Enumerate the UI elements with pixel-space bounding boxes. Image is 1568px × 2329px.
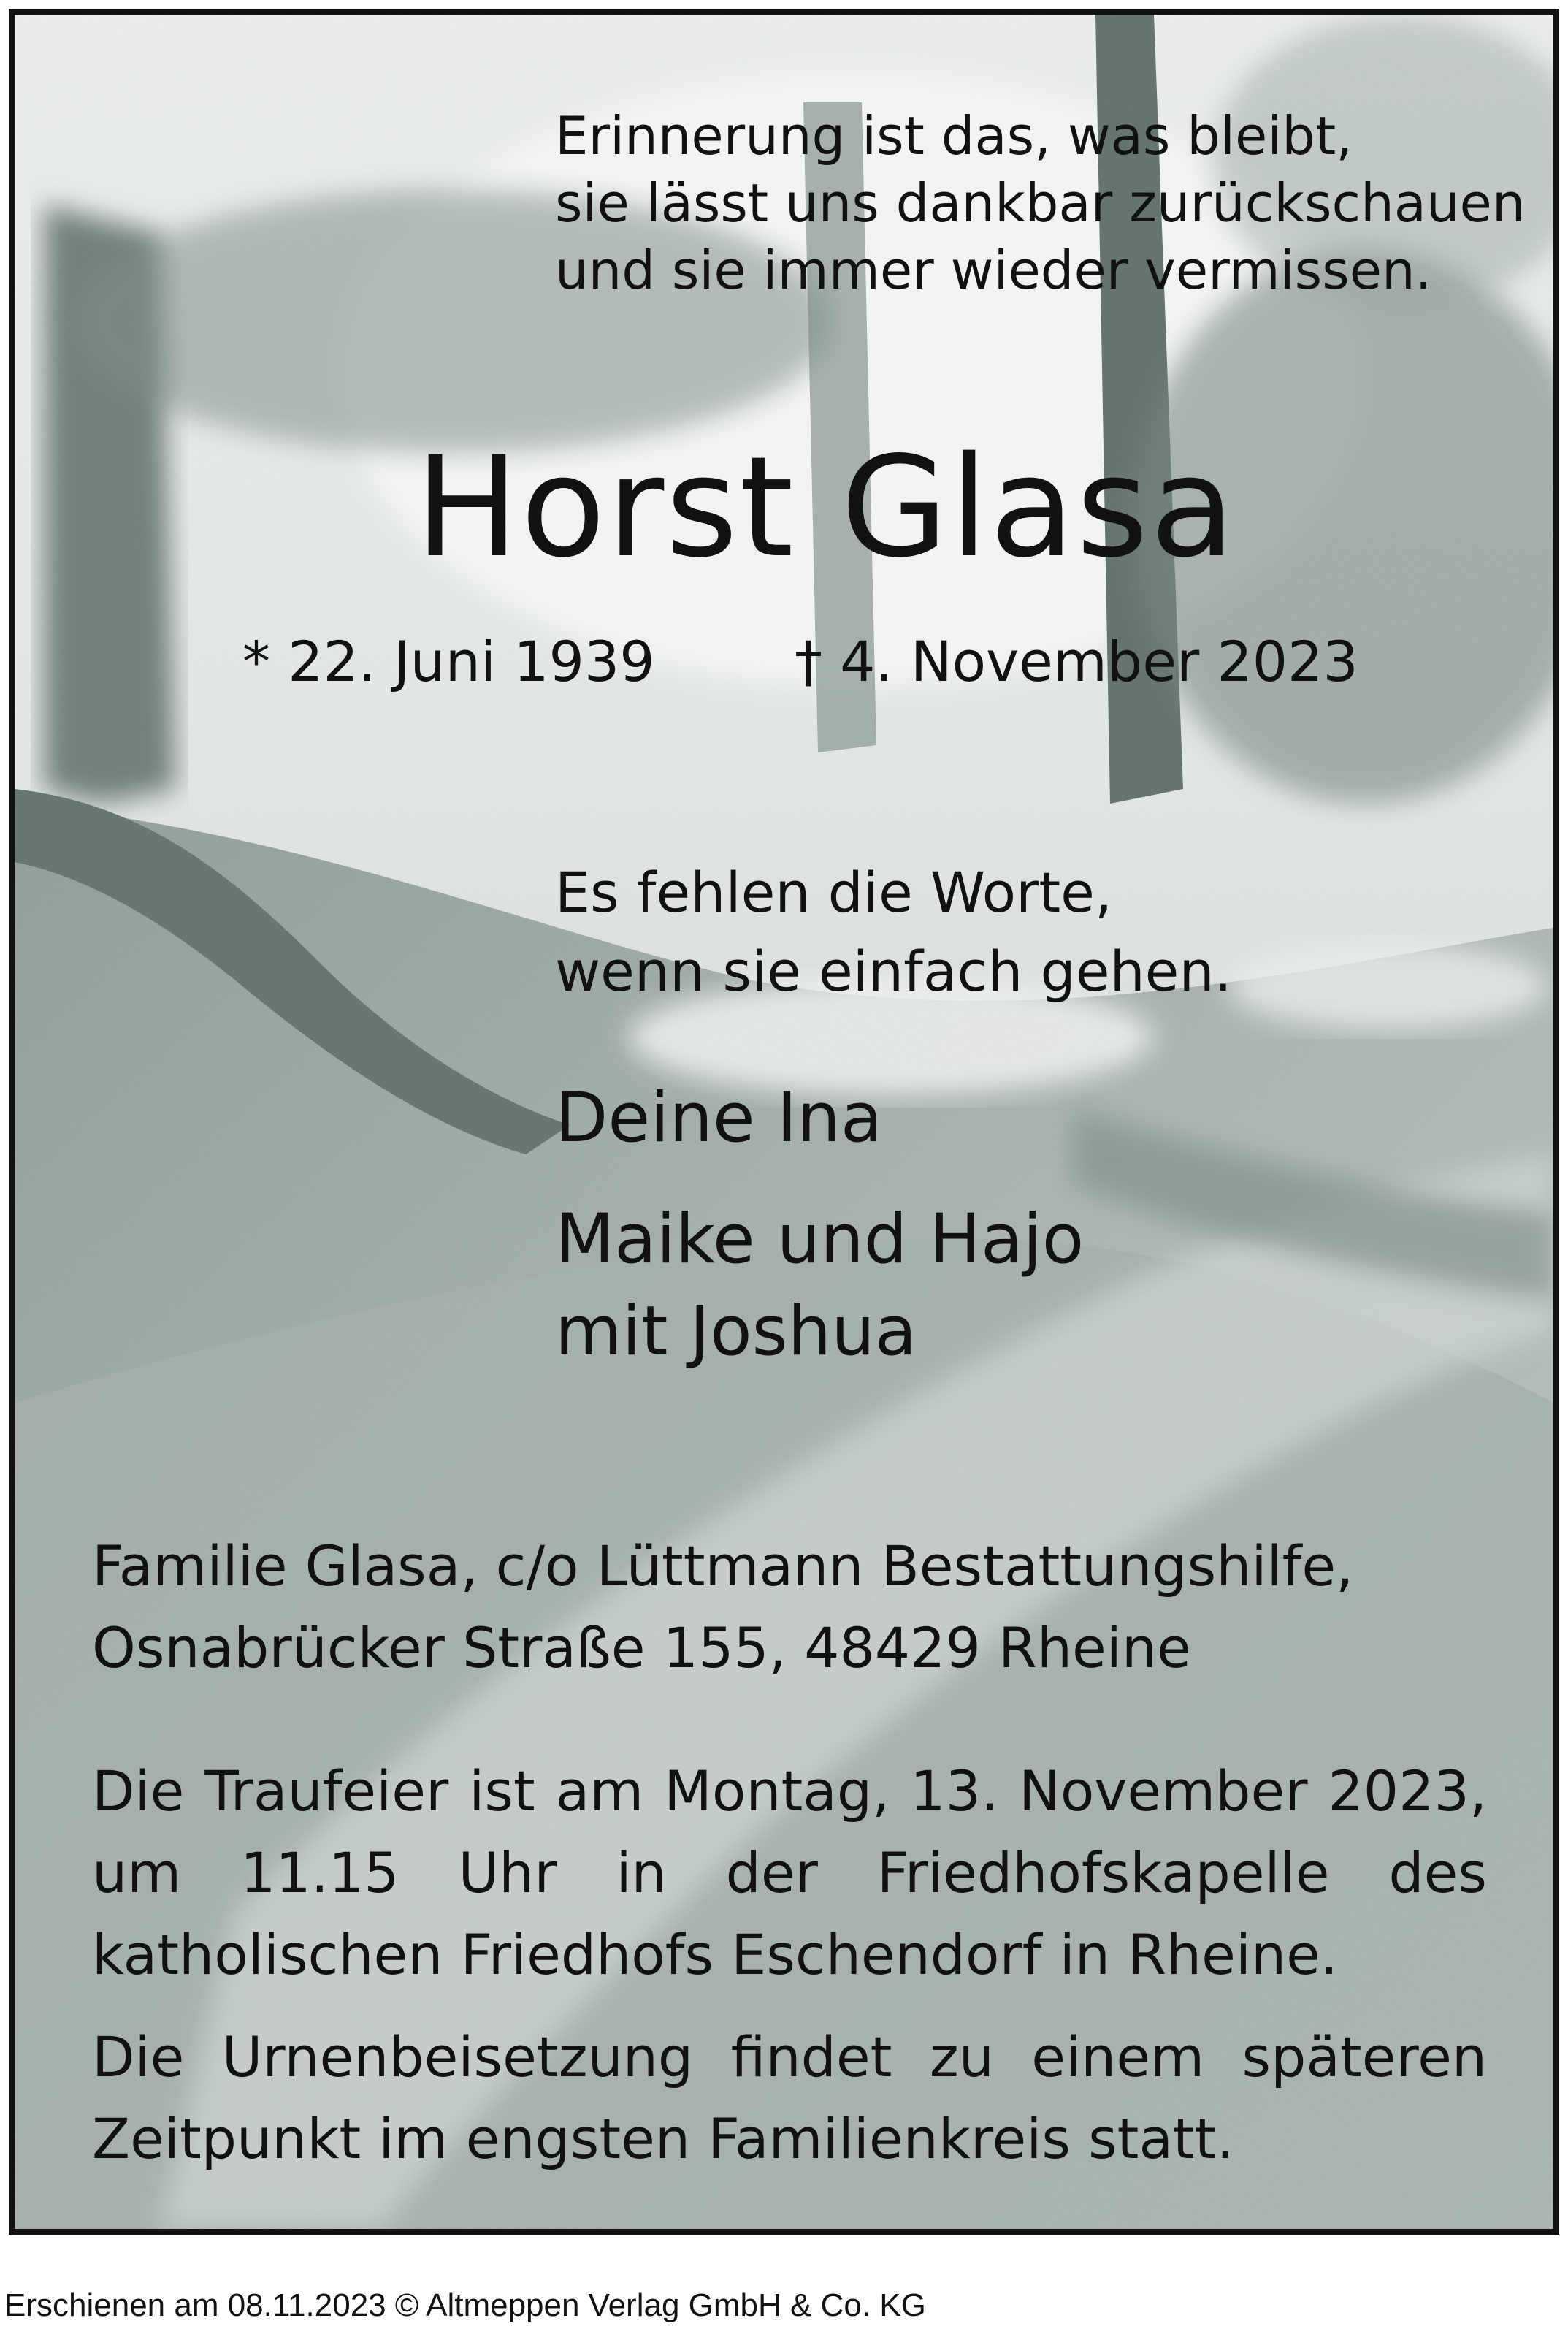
mourning-verse (555, 853, 1232, 1011)
publication-credit: Erschienen am 08.11.2023 © Altmeppen Verlag GmbH & Co. KG (4, 2287, 926, 2323)
memorial-verse (555, 102, 1525, 304)
verse-line: wenn sie einfach gehen. (555, 939, 1232, 1004)
signature-line: mit Joshua (555, 1292, 917, 1371)
deceased-name: Horst Glasa (415, 427, 1236, 588)
verse-line: und sie immer wieder vermissen. (555, 240, 1432, 301)
burial-details: Die Urnenbeisetzung findet zu einem späteren Zeitpunkt im engsten Familienkreis statt. (92, 2024, 1487, 2171)
contact-address (92, 1525, 1353, 1689)
signature-line: Maike und Hajo (555, 1200, 1085, 1279)
service-details: Die Traufeier ist am Montag, 13. November 2023, um 11.15 Uhr in der Friedhofskapelle des katholischen Friedhofs Eschendorf in Rheine. (92, 1758, 1487, 1987)
verse-line: Erinnerung ist das, was bleibt, (555, 105, 1353, 167)
signature-family (555, 1194, 1084, 1378)
death-date: † 4. November 2023 (795, 629, 1358, 694)
signature-spouse: Deine Ina (555, 1078, 883, 1158)
verse-line: Es fehlen die Worte, (555, 860, 1113, 925)
address-line: Familie Glasa, c/o Lüttmann Bestattungshilfe, (92, 1533, 1354, 1598)
birth-date: * 22. Juni 1939 (242, 629, 655, 694)
obituary-frame (9, 9, 1559, 2235)
address-line: Osnabrücker Straße 155, 48429 Rheine (92, 1615, 1191, 1680)
verse-line: sie lässt uns dankbar zurückschauen (555, 172, 1526, 234)
